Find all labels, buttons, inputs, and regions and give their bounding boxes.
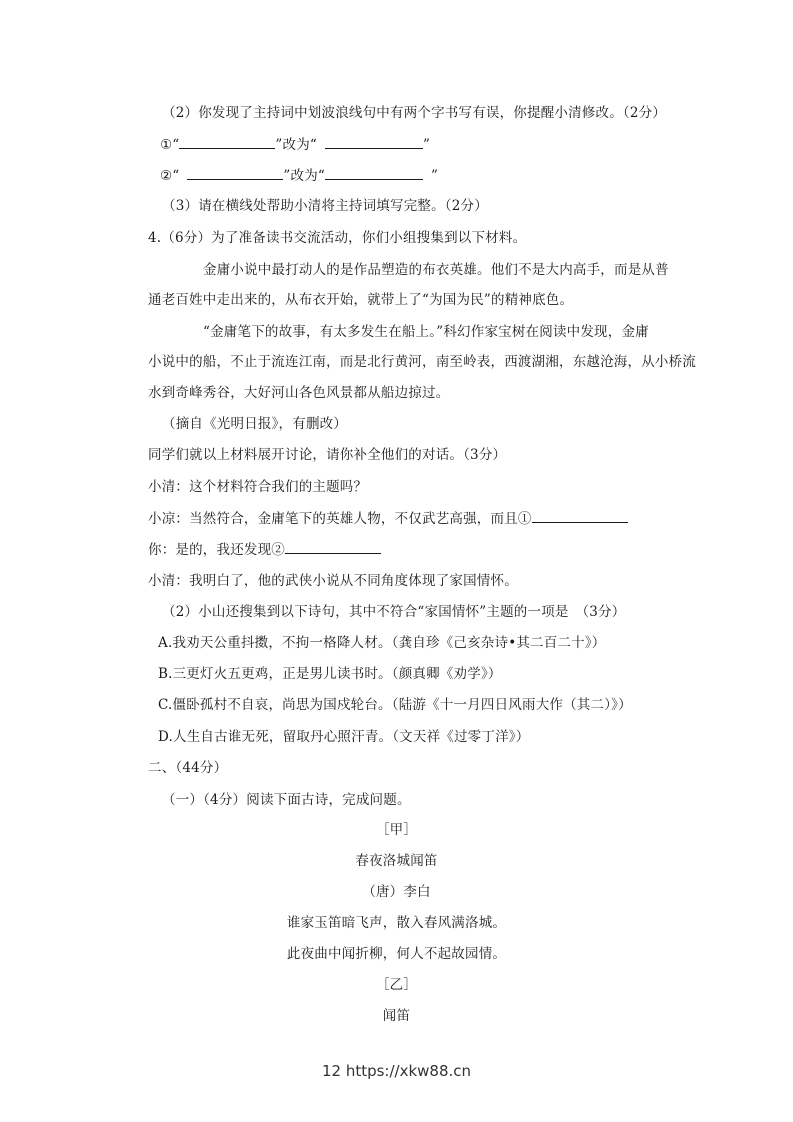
material-1-line-2: 通老百姓中走出来的，从布衣开始，就带上了“为国为民”的精神底色。 <box>148 292 574 308</box>
correction-suffix: ” <box>423 137 431 153</box>
poem-label-yi: ［乙］ <box>375 977 418 993</box>
question-4-2: （2）小山还搜集到以下诗句，其中不符合“家国情怀”主题的一项是 （3分） <box>162 604 626 620</box>
poem-2-title: 闻笛 <box>382 1008 411 1024</box>
answer-blank[interactable] <box>325 165 423 180</box>
source-note: （摘自《光明日报》，有删改） <box>162 416 348 432</box>
question-3: （3）请在横线处帮助小清将主持词填写完整。（2分） <box>162 198 488 214</box>
question-2: （2）你发现了主持词中划波浪线句中有两个字书写有误，你提醒小清修改。（2分） <box>162 105 667 121</box>
section-2-heading: 二、（44分） <box>148 760 228 776</box>
poem-1-line-2: 此夜曲中闻折柳，何人不起故园情。 <box>286 946 507 962</box>
answer-blank[interactable] <box>187 165 283 180</box>
correction-row-1 <box>160 134 430 155</box>
answer-blank[interactable] <box>179 134 275 149</box>
answer-blank[interactable] <box>532 508 628 523</box>
option-d: D.人生自古谁无死，留取丹心照汗青。（文天祥《过零丁洋》） <box>158 729 530 745</box>
dialogue-line-2 <box>148 508 628 529</box>
option-c: C.僵卧孤村不自哀，尚思为国戍轮台。（陆游《十一月四日风雨大作（其二）》） <box>158 697 632 713</box>
material-2-line-1: “金庸笔下的故事，有太多发生在船上。”科幻作家宝树在阅读中发现，金庸 <box>203 324 649 340</box>
material-2-line-3: 水到奇峰秀谷，大好河山各色风景都从船边掠过。 <box>148 385 450 401</box>
dialogue-text: 小凉：当然符合，金庸笔下的英雄人物，不仅武艺高强，而且① <box>148 511 532 527</box>
page-footer: 12 https://xkw88.cn <box>321 1062 472 1080</box>
discussion-instruction: 同学们就以上材料展开讨论，请你补全他们的对话。（3分） <box>148 447 507 463</box>
answer-blank[interactable] <box>325 134 423 149</box>
correction-row-2 <box>160 165 438 186</box>
material-2-line-2: 小说中的船，不止于流连江南，而是北行黄河，南至岭表，西渡湖湘，东越沧海，从小桥流 <box>148 354 696 370</box>
correction-prefix: ①“ <box>160 137 180 153</box>
answer-blank[interactable] <box>285 539 381 554</box>
correction-prefix: ②“ <box>160 168 180 184</box>
option-a: A.我劝天公重抖擞，不拘一格降人材。（龚自珍《己亥杂诗•其二百二十》） <box>158 635 606 651</box>
correction-middle: ”改为“ <box>283 168 326 184</box>
poem-1-author: （唐）李白 <box>362 884 431 900</box>
poem-label-jia: ［甲］ <box>375 822 418 838</box>
poem-1-title: 春夜洛城闻笛 <box>355 853 438 869</box>
dialogue-line-4: 小清：我明白了，他的武侠小说从不同角度体现了家国情怀。 <box>148 573 518 589</box>
question-4: 4.（6分）为了准备读书交流活动，你们小组搜集到以下材料。 <box>148 230 527 246</box>
dialogue-text: 你：是的，我还发现② <box>148 542 285 558</box>
dialogue-line-3 <box>148 539 381 560</box>
dialogue-line-1: 小清：这个材料符合我们的主题吗？ <box>148 479 368 495</box>
option-b: B.三更灯火五更鸡，正是男儿读书时。（颜真卿《劝学》） <box>158 666 502 682</box>
material-1-line-1: 金庸小说中最打动人的是作品塑造的布衣英雄。他们不是大内高手，而是从普 <box>203 262 669 278</box>
poem-1-line-1: 谁家玉笛暗飞声，散入春风满洛城。 <box>286 915 507 931</box>
correction-middle: ”改为“ <box>275 137 318 153</box>
section-2-part-1: （一）（4分）阅读下面古诗，完成问题。 <box>162 792 411 808</box>
correction-suffix: ” <box>431 168 439 184</box>
